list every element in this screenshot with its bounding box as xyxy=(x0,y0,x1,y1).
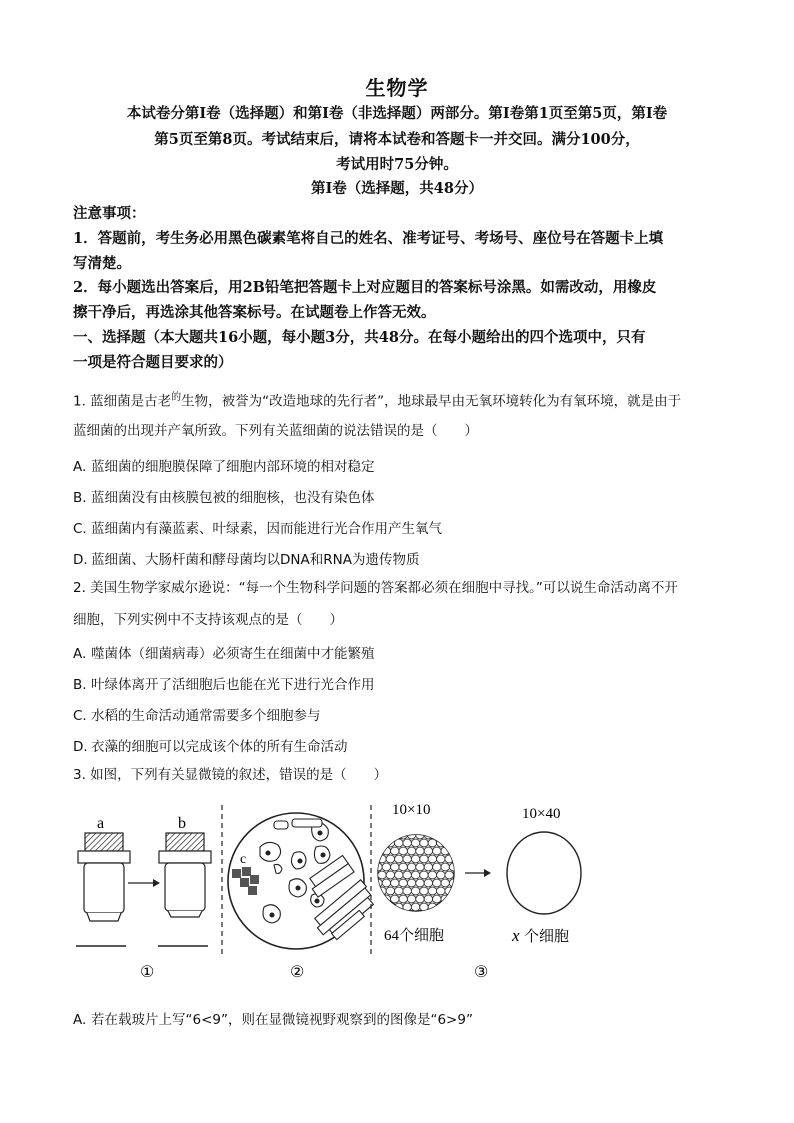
cell-icon xyxy=(416,895,425,903)
cell-icon xyxy=(441,879,450,887)
cell-icon xyxy=(411,871,420,879)
cell-icon xyxy=(399,863,408,871)
notice-item-2-line-1: 2．每小题选出答案后，用2B铅笔把答题卡上对应题目的答案标号涂黑。如需改动，用橡皮 xyxy=(73,279,657,296)
cell-icon xyxy=(407,895,416,903)
cell-icon xyxy=(374,847,383,855)
cell-icon xyxy=(386,839,395,847)
cell-icon xyxy=(437,887,446,895)
cell-icon xyxy=(411,839,420,847)
caption-high-variable: x xyxy=(512,926,520,945)
intro-line-2: 第5页至第8页。考试结束后，请将本试卷和答题卡一并交回。满分100分， xyxy=(154,131,640,148)
notice-item-1-line-2: 写清楚。 xyxy=(73,255,131,272)
notice-item-1-line-1: 1．答题前，考生务必用黑色碳素笔将自己的姓名、准考证号、考场号、座位号在答题卡上填 xyxy=(73,230,664,247)
cell-icon xyxy=(441,863,450,871)
cell-icon xyxy=(391,847,400,855)
cell-icon xyxy=(453,839,462,847)
cell-icon xyxy=(445,903,454,911)
cell-icon xyxy=(428,887,437,895)
cell-icon xyxy=(433,847,442,855)
cell-icon xyxy=(374,895,383,903)
cell-icon xyxy=(449,831,458,839)
cell-icon xyxy=(391,831,400,839)
option-text: 蓝细菌、大肠杆菌和酵母菌均以DNA和RNA为遗传物质 xyxy=(91,552,420,568)
objective-lens-a-icon xyxy=(76,833,130,946)
notice-heading: 注意事项： xyxy=(73,205,146,222)
option-text: 噬菌体（细菌病毒）必须寄生在细菌中才能繁殖 xyxy=(91,646,375,662)
option-text: 蓝细菌内有藻蓝素、叶绿素，因而能进行光合作用产生氧气 xyxy=(91,521,442,537)
cell-icon xyxy=(437,871,446,879)
option-key: B. xyxy=(73,677,87,693)
page-title: 生物学 xyxy=(365,76,429,100)
q1-option-b[interactable] xyxy=(73,486,375,506)
cell-icon xyxy=(399,895,408,903)
cell-icon xyxy=(433,863,442,871)
q1-stem-line-2: 蓝细菌的出现并产氧所致。下列有关蓝细菌的说法错误的是（ ） xyxy=(73,423,478,439)
cell-icon xyxy=(382,863,391,871)
label-c: c xyxy=(240,852,247,867)
cell-icon xyxy=(445,871,454,879)
option-text: 蓝细菌的细胞膜保障了细胞内部环境的相对稳定 xyxy=(91,459,375,475)
cell-icon xyxy=(382,831,391,839)
cell-icon xyxy=(445,855,454,863)
cell-icon xyxy=(403,839,412,847)
cell-icon xyxy=(428,855,437,863)
cell-icon xyxy=(420,871,429,879)
q2-stem-line-1: 2. 美国生物学家威尔逊说：“每一个生物科学问题的答案都必须在细胞中寻找。”可以说生命活动离不开 xyxy=(73,580,678,596)
cell-icon xyxy=(449,847,458,855)
q1-stem-line-1 xyxy=(73,383,728,417)
q2-option-d[interactable] xyxy=(73,735,348,755)
panel-3-magnification xyxy=(374,802,581,945)
cell-icon xyxy=(399,879,408,887)
cell-icon xyxy=(437,839,446,847)
high-mag-field-icon xyxy=(507,832,581,914)
section-heading-line-1: 一、选择题（本大题共16小题，每小题3分，共48分。在每小题给出的四个选项中，只有 xyxy=(73,329,646,346)
cell-icon xyxy=(441,895,450,903)
cell-icon xyxy=(416,847,425,855)
panel-label-2: ② xyxy=(290,964,305,981)
cell-icon xyxy=(428,871,437,879)
cell-icon xyxy=(453,887,462,895)
cell-icon xyxy=(395,887,404,895)
cell-icon xyxy=(420,839,429,847)
cell-icon xyxy=(378,903,387,911)
cell-icon xyxy=(403,871,412,879)
cell-icon xyxy=(382,879,391,887)
q2-stem-line-2: 细胞，下列实例中不支持该观点的是（ ） xyxy=(73,612,343,628)
option-key: B. xyxy=(73,490,87,506)
caption-low: 64个细胞 xyxy=(384,928,445,944)
label-b: b xyxy=(178,815,186,832)
low-mag-field-icon xyxy=(374,831,462,911)
option-text: 叶绿体离开了活细胞后也能在光下进行光合作用 xyxy=(91,677,375,693)
cell-icon xyxy=(391,879,400,887)
label-a: a xyxy=(97,815,105,832)
cell-icon xyxy=(386,871,395,879)
cell-icon xyxy=(416,863,425,871)
cell-icon xyxy=(374,831,383,839)
magnification-low: 10×10 xyxy=(392,802,431,818)
cell-icon xyxy=(391,895,400,903)
cell-icon xyxy=(420,855,429,863)
cell-icon xyxy=(395,855,404,863)
cell-icon xyxy=(386,887,395,895)
option-text: 若在载玻片上写“6<9”，则在显微镜视野观察到的图像是“6>9” xyxy=(91,1012,473,1028)
cell-icon xyxy=(453,855,462,863)
cell-icon xyxy=(416,879,425,887)
option-key: C. xyxy=(73,708,87,724)
panel-label-3: ③ xyxy=(474,964,489,981)
q1-option-d[interactable] xyxy=(73,548,419,568)
cell-icon xyxy=(433,895,442,903)
cell-icon xyxy=(445,839,454,847)
cell-icon xyxy=(399,847,408,855)
q3-option-a[interactable] xyxy=(73,1008,473,1028)
intro-line-1: 本试卷分第Ⅰ卷（选择题）和第Ⅰ卷（非选择题）两部分。第Ⅰ卷第1页至第5页，第Ⅰ卷 xyxy=(126,105,668,122)
option-key: A. xyxy=(73,459,87,475)
cell-icon xyxy=(433,831,442,839)
cell-icon xyxy=(395,871,404,879)
cell-icon xyxy=(403,887,412,895)
q1-stem-part-a: 1. 蓝细菌是古老 xyxy=(73,393,172,410)
q1-option-a[interactable] xyxy=(73,455,375,475)
cell-icon xyxy=(453,903,462,911)
cell-icon xyxy=(428,903,437,911)
q2-option-b[interactable] xyxy=(73,673,375,693)
cell-icon xyxy=(407,863,416,871)
cell-icon xyxy=(391,863,400,871)
q1-option-c[interactable] xyxy=(73,517,442,537)
cell-icon xyxy=(424,895,433,903)
volume-heading: 第Ⅰ卷（选择题，共48分） xyxy=(311,180,483,197)
cell-icon xyxy=(403,855,412,863)
notice-item-2-line-2: 擦干净后，再选涂其他答案标号。在试题卷上作答无效。 xyxy=(73,304,436,321)
arrow-icon xyxy=(153,879,160,887)
cell-icon xyxy=(433,879,442,887)
microscope-figure xyxy=(60,795,600,990)
cell-icon xyxy=(407,879,416,887)
option-text: 水稻的生命活动通常需要多个细胞参与 xyxy=(91,708,321,724)
cell-icon xyxy=(441,831,450,839)
cell-icon xyxy=(449,895,458,903)
q2-option-c[interactable] xyxy=(73,704,321,724)
cell-icon xyxy=(411,887,420,895)
cell-icon xyxy=(437,855,446,863)
cell-icon xyxy=(411,855,420,863)
option-key: D. xyxy=(73,552,88,568)
q1-superscript: 的 xyxy=(171,392,182,403)
cell-icon xyxy=(424,847,433,855)
panel-2-field-of-view xyxy=(228,813,378,949)
objective-lens-b-icon xyxy=(158,833,211,946)
option-key: C. xyxy=(73,521,87,537)
cell-icon xyxy=(420,887,429,895)
q2-option-a[interactable] xyxy=(73,642,375,662)
magnification-high: 10×40 xyxy=(522,806,561,822)
cell-icon xyxy=(424,863,433,871)
option-key: A. xyxy=(73,1012,87,1028)
section-heading-line-2: 一项是符合题目要求的） xyxy=(73,354,233,371)
cell-icon xyxy=(445,887,454,895)
cell-icon xyxy=(411,903,420,911)
arrow-icon xyxy=(484,869,491,877)
cell-icon xyxy=(386,855,395,863)
cell-icon xyxy=(382,895,391,903)
q3-stem-line-1: 3. 如图，下列有关显微镜的叙述，错误的是（ ） xyxy=(73,767,388,783)
panel-1-objectives xyxy=(76,815,211,946)
cell-icon xyxy=(378,839,387,847)
option-text: 衣藻的细胞可以完成该个体的所有生命活动 xyxy=(91,739,348,755)
option-key: D. xyxy=(73,739,88,755)
q1-stem-part-b: 生物，被誉为“改造地球的先行者”，地球最早由无氧环境转化为有氧环境，就是由于 xyxy=(181,393,682,410)
cell-icon xyxy=(378,871,387,879)
panel-label-1: ① xyxy=(140,964,155,981)
cell-icon xyxy=(407,847,416,855)
cell-icon xyxy=(424,879,433,887)
caption-high-text: 个细胞 xyxy=(524,929,570,945)
option-key: A. xyxy=(73,646,87,662)
intro-line-3: 考试用时75分钟。 xyxy=(336,156,458,173)
option-text: 蓝细菌没有由核膜包被的细胞核，也没有染色体 xyxy=(91,490,375,506)
